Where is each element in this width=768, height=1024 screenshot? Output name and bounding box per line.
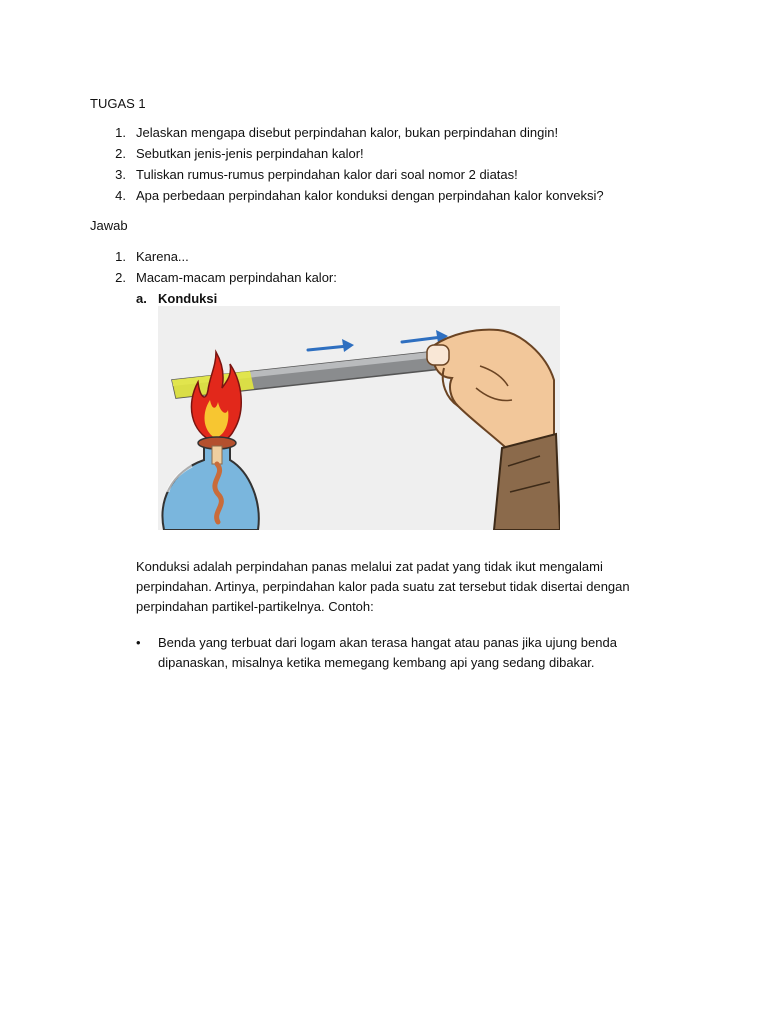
paragraph-line: perpindahan partikel-partikelnya. Contoh:	[136, 599, 374, 614]
answer-number: 1.	[115, 249, 126, 264]
question-number: 2.	[115, 146, 126, 161]
question-number: 3.	[115, 167, 126, 182]
answer-text: Karena...	[136, 249, 189, 264]
sub-item-title: Konduksi	[158, 291, 218, 306]
thumb-nail	[427, 345, 449, 365]
question-text: Tuliskan rumus-rumus perpindahan kalor dari soal nomor 2 diatas!	[136, 167, 518, 182]
answer-heading: Jawab	[90, 218, 128, 233]
question-number: 4.	[115, 188, 126, 203]
conduction-illustration-svg	[158, 306, 560, 530]
conduction-illustration	[158, 306, 560, 530]
question-text: Apa perbedaan perpindahan kalor konduksi dengan perpindahan kalor konveksi?	[136, 188, 604, 203]
question-text: Sebutkan jenis-jenis perpindahan kalor!	[136, 146, 364, 161]
answer-number: 2.	[115, 270, 126, 285]
sub-item-letter: a.	[136, 291, 147, 306]
question-number: 1.	[115, 125, 126, 140]
bullet-line: dipanaskan, misalnya ketika memegang kembang api yang sedang dibakar.	[158, 655, 595, 670]
wick	[212, 446, 222, 464]
bullet-icon: •	[136, 635, 141, 650]
paragraph-line: perpindahan. Artinya, perpindahan kalor pada suatu zat tersebut tidak disertai dengan	[136, 579, 630, 594]
answer-text: Macam-macam perpindahan kalor:	[136, 270, 337, 285]
question-text: Jelaskan mengapa disebut perpindahan kalor, bukan perpindahan dingin!	[136, 125, 559, 140]
bullet-line: Benda yang terbuat dari logam akan terasa hangat atau panas jika ujung benda	[158, 635, 617, 650]
paragraph-line: Konduksi adalah perpindahan panas melalui zat padat yang tidak ikut mengalami	[136, 559, 603, 574]
sleeve	[494, 434, 560, 530]
assignment-heading: TUGAS 1	[90, 96, 146, 111]
